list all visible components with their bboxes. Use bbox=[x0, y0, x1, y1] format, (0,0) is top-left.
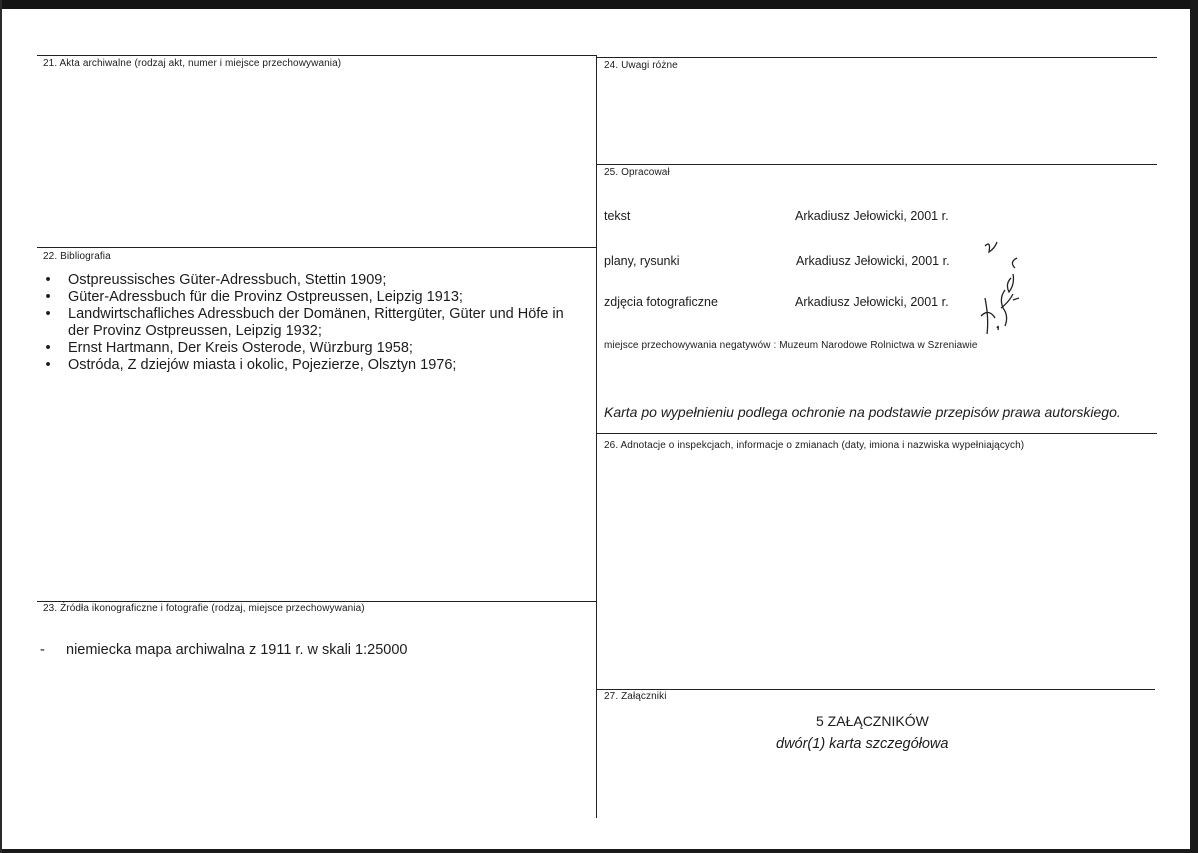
section-22-label: 22. Bibliografia bbox=[43, 251, 111, 262]
negatives-storage: miejsce przechowywania negatywów : Muzeum Narodowe Rolnictwa w Szreniawie bbox=[604, 340, 978, 351]
bibliography-item: • Landwirtschafliches Adressbuch der Domänen, Rittergüter, Güter und Höfe in der Provinz Ostpreussen, Leipzig 1932; bbox=[43, 306, 588, 340]
attachments-count: 5 ZAŁĄCZNIKÓW bbox=[816, 713, 929, 729]
author-value-plans: Arkadiusz Jełowicki, 2001 r. bbox=[796, 254, 950, 268]
bibliography-list bbox=[43, 272, 588, 374]
scan-border-right bbox=[1190, 0, 1198, 853]
section-26-label: 26. Adnotacje o inspekcjach, informacje o zmianach (daty, imiona i nazwiska wypełniających) bbox=[604, 440, 1025, 451]
author-value-text: Arkadiusz Jełowicki, 2001 r. bbox=[795, 209, 949, 223]
bullet-icon: • bbox=[45, 272, 51, 288]
bibliography-item: • Ostróda, Z dziejów miasta i okolic, Pojezierze, Olsztyn 1976; bbox=[43, 357, 588, 374]
scan-border-top bbox=[0, 0, 1198, 9]
author-key-photos: zdjęcia fotograficzne bbox=[604, 295, 718, 309]
signature bbox=[975, 238, 1025, 338]
iconography-dash: - bbox=[40, 642, 45, 658]
bibliography-item: • Güter-Adressbuch für die Provinz Ostpreussen, Leipzig 1913; bbox=[43, 289, 588, 306]
section-25-label: 25. Opracował bbox=[604, 167, 670, 178]
rule-s27 bbox=[597, 689, 1155, 690]
rule-top-right bbox=[597, 57, 1157, 58]
author-value-photos: Arkadiusz Jełowicki, 2001 r. bbox=[795, 295, 949, 309]
rule-center-divider bbox=[596, 55, 597, 818]
rule-s23 bbox=[37, 601, 597, 602]
iconography-item: niemiecka mapa archiwalna z 1911 r. w skali 1:25000 bbox=[66, 642, 408, 658]
copyright-notice: Karta po wypełnieniu podlega ochronie na podstawie przepisów prawa autorskiego. bbox=[604, 404, 1121, 420]
bullet-icon: • bbox=[45, 357, 51, 373]
bullet-icon: • bbox=[45, 306, 51, 322]
scan-border-left bbox=[0, 0, 2, 853]
rule-s22 bbox=[37, 247, 597, 248]
section-21-label: 21. Akta archiwalne (rodzaj akt, numer i miejsce przechowywania) bbox=[43, 58, 342, 69]
author-key-plans: plany, rysunki bbox=[604, 254, 680, 268]
scan-border-bottom bbox=[0, 849, 1198, 853]
section-27-label: 27. Załączniki bbox=[604, 691, 667, 702]
author-key-text: tekst bbox=[604, 209, 631, 223]
bibliography-item: • Ernst Hartmann, Der Kreis Osterode, Würzburg 1958; bbox=[43, 340, 588, 357]
section-23-label: 23. Źródła ikonograficzne i fotografie (rodzaj, miejsce przechowywania) bbox=[43, 603, 365, 614]
section-24-label: 24. Uwagi różne bbox=[604, 60, 678, 71]
bibliography-item: • Ostpreussisches Güter-Adressbuch, Stettin 1909; bbox=[43, 272, 588, 289]
rule-s26 bbox=[597, 433, 1157, 434]
rule-top-left bbox=[37, 55, 597, 56]
rule-s25 bbox=[597, 164, 1157, 165]
bullet-icon: • bbox=[45, 289, 51, 305]
bullet-icon: • bbox=[45, 340, 51, 356]
attachments-description: dwór(1) karta szczegółowa bbox=[776, 736, 949, 752]
